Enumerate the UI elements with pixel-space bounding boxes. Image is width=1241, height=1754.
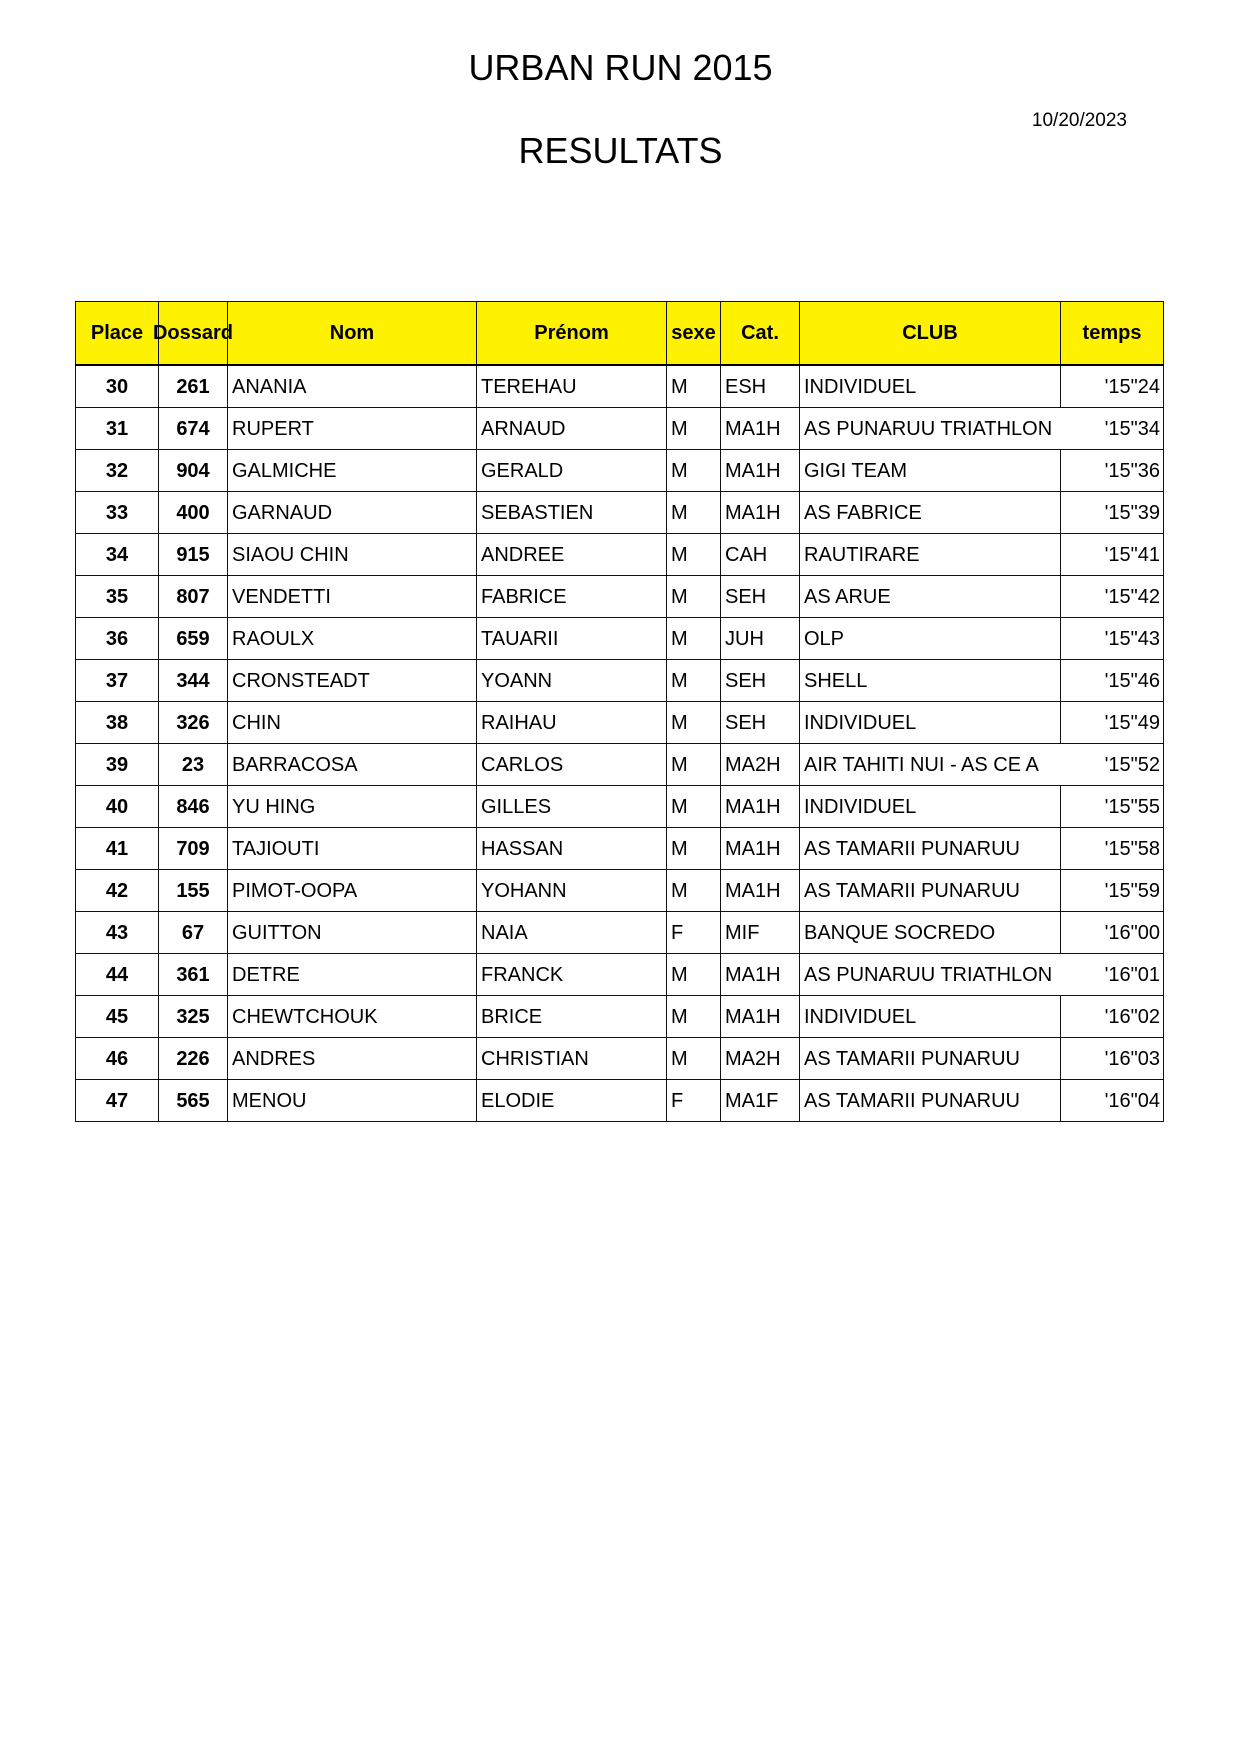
- cell-sexe: M: [667, 1038, 721, 1080]
- cell-prenom: GERALD: [477, 450, 667, 492]
- cell-prenom: RAIHAU: [477, 702, 667, 744]
- cell-nom: DETRE: [228, 954, 477, 996]
- table-row: [76, 996, 1164, 1038]
- cell-prenom: ELODIE: [477, 1080, 667, 1122]
- print-date: 10/20/2023: [1031, 110, 1127, 131]
- club-name: BANQUE SOCREDO: [804, 921, 996, 944]
- cell-temps: '16"01: [1061, 954, 1164, 996]
- cell-temps: '15"34: [1061, 408, 1164, 450]
- table-row: [76, 408, 1164, 450]
- cell-temps: '15"49: [1061, 702, 1164, 744]
- column-header-sexe: sexe: [667, 302, 721, 366]
- table-row: [76, 576, 1164, 618]
- cell-prenom: CHRISTIAN: [477, 1038, 667, 1080]
- cell-club: [800, 870, 1061, 912]
- cell-club: [800, 450, 1061, 492]
- cell-dossard: 326: [159, 702, 228, 744]
- cell-temps: '16"02: [1061, 996, 1164, 1038]
- cell-temps: '15"46: [1061, 660, 1164, 702]
- cell-temps: '16"04: [1061, 1080, 1164, 1122]
- cell-nom: RAOULX: [228, 618, 477, 660]
- table-row: [76, 492, 1164, 534]
- cell-temps: '15"36: [1061, 450, 1164, 492]
- cell-dossard: 565: [159, 1080, 228, 1122]
- cell-dossard: 325: [159, 996, 228, 1038]
- cell-sexe: M: [667, 576, 721, 618]
- cell-place: 47: [76, 1080, 159, 1122]
- cell-cat: MA1H: [721, 870, 800, 912]
- cell-dossard: 344: [159, 660, 228, 702]
- cell-place: 37: [76, 660, 159, 702]
- cell-nom: ANDRES: [228, 1038, 477, 1080]
- cell-dossard: 261: [159, 365, 228, 408]
- cell-temps: '16"00: [1061, 912, 1164, 954]
- cell-place: 31: [76, 408, 159, 450]
- table-row: [76, 828, 1164, 870]
- cell-dossard: 23: [159, 744, 228, 786]
- club-name: INDIVIDUEL: [804, 795, 917, 818]
- cell-nom: TAJIOUTI: [228, 828, 477, 870]
- cell-club: [800, 702, 1061, 744]
- cell-place: 39: [76, 744, 159, 786]
- cell-sexe: M: [667, 450, 721, 492]
- cell-place: 44: [76, 954, 159, 996]
- cell-cat: SEH: [721, 702, 800, 744]
- table-row: [76, 660, 1164, 702]
- cell-cat: MA1H: [721, 996, 800, 1038]
- cell-temps: '15"24: [1061, 365, 1164, 408]
- cell-place: 42: [76, 870, 159, 912]
- cell-cat: MA1F: [721, 1080, 800, 1122]
- cell-prenom: BRICE: [477, 996, 667, 1038]
- cell-cat: JUH: [721, 618, 800, 660]
- cell-sexe: F: [667, 1080, 721, 1122]
- cell-cat: ESH: [721, 365, 800, 408]
- club-name: AS ARUE: [804, 585, 891, 608]
- cell-club: [800, 576, 1061, 618]
- cell-place: 33: [76, 492, 159, 534]
- cell-place: 34: [76, 534, 159, 576]
- cell-temps: '15"58: [1061, 828, 1164, 870]
- cell-cat: MA1H: [721, 786, 800, 828]
- table-row: [76, 365, 1164, 408]
- column-header-place: Place: [76, 302, 159, 366]
- cell-prenom: CARLOS: [477, 744, 667, 786]
- cell-club: [800, 660, 1061, 702]
- cell-club: [800, 996, 1061, 1038]
- column-header-nom: Nom: [228, 302, 477, 366]
- cell-dossard: 904: [159, 450, 228, 492]
- cell-sexe: M: [667, 954, 721, 996]
- cell-temps: '15"55: [1061, 786, 1164, 828]
- cell-dossard: 915: [159, 534, 228, 576]
- column-header-club: CLUB: [800, 302, 1061, 366]
- cell-place: 43: [76, 912, 159, 954]
- results-table: [75, 301, 1164, 1122]
- column-header-temps: temps: [1061, 302, 1164, 366]
- cell-cat: MA1H: [721, 954, 800, 996]
- cell-nom: MENOU: [228, 1080, 477, 1122]
- club-name: INDIVIDUEL: [804, 1005, 917, 1028]
- cell-nom: SIAOU CHIN: [228, 534, 477, 576]
- cell-sexe: M: [667, 828, 721, 870]
- cell-prenom: GILLES: [477, 786, 667, 828]
- cell-prenom: NAIA: [477, 912, 667, 954]
- cell-dossard: 400: [159, 492, 228, 534]
- table-body: [76, 365, 1164, 1122]
- club-name: AS TAMARII PUNARUU: [804, 1047, 1020, 1070]
- cell-prenom: FRANCK: [477, 954, 667, 996]
- document-title: URBAN RUN 2015: [468, 47, 773, 88]
- club-name: AIR TAHITI NUI - AS CE A: [804, 753, 1039, 776]
- table-row: [76, 744, 1164, 786]
- cell-nom: RUPERT: [228, 408, 477, 450]
- cell-place: 46: [76, 1038, 159, 1080]
- cell-sexe: M: [667, 618, 721, 660]
- cell-nom: PIMOT-OOPA: [228, 870, 477, 912]
- cell-prenom: YOANN: [477, 660, 667, 702]
- cell-sexe: M: [667, 660, 721, 702]
- cell-club: [800, 534, 1061, 576]
- cell-place: 38: [76, 702, 159, 744]
- cell-nom: YU HING: [228, 786, 477, 828]
- column-header-cat: Cat.: [721, 302, 800, 366]
- cell-club: [800, 408, 1061, 450]
- cell-sexe: M: [667, 702, 721, 744]
- cell-prenom: TAUARII: [477, 618, 667, 660]
- cell-dossard: 67: [159, 912, 228, 954]
- cell-cat: MA1H: [721, 828, 800, 870]
- cell-club: [800, 365, 1061, 408]
- cell-club: [800, 954, 1061, 996]
- cell-temps: '15"41: [1061, 534, 1164, 576]
- cell-nom: CHEWTCHOUK: [228, 996, 477, 1038]
- cell-nom: BARRACOSA: [228, 744, 477, 786]
- cell-place: 45: [76, 996, 159, 1038]
- cell-nom: VENDETTI: [228, 576, 477, 618]
- cell-prenom: SEBASTIEN: [477, 492, 667, 534]
- cell-nom: CHIN: [228, 702, 477, 744]
- table-row: [76, 1080, 1164, 1122]
- table-row: [76, 912, 1164, 954]
- club-name: AS PUNARUU TRIATHLON: [804, 963, 1053, 986]
- column-header-dossard: [152, 302, 234, 366]
- cell-cat: SEH: [721, 576, 800, 618]
- cell-nom: GUITTON: [228, 912, 477, 954]
- cell-prenom: FABRICE: [477, 576, 667, 618]
- cell-cat: MA1H: [721, 492, 800, 534]
- cell-club: [800, 1080, 1061, 1122]
- cell-place: 41: [76, 828, 159, 870]
- cell-place: 40: [76, 786, 159, 828]
- cell-prenom: YOHANN: [477, 870, 667, 912]
- cell-prenom: ARNAUD: [477, 408, 667, 450]
- cell-cat: CAH: [721, 534, 800, 576]
- table-header: [76, 302, 1164, 366]
- club-name: AS TAMARII PUNARUU: [804, 1089, 1020, 1112]
- club-name: INDIVIDUEL: [804, 375, 917, 398]
- cell-place: 30: [76, 365, 159, 408]
- cell-sexe: M: [667, 408, 721, 450]
- table-row: [76, 954, 1164, 996]
- column-header-dossard-label: Dossard: [152, 321, 234, 344]
- cell-sexe: M: [667, 534, 721, 576]
- table-row: [76, 870, 1164, 912]
- cell-temps: '15"59: [1061, 870, 1164, 912]
- table-row: [76, 702, 1164, 744]
- cell-cat: MA1H: [721, 408, 800, 450]
- cell-club: [800, 744, 1061, 786]
- cell-temps: '15"39: [1061, 492, 1164, 534]
- cell-dossard: 361: [159, 954, 228, 996]
- cell-prenom: HASSAN: [477, 828, 667, 870]
- cell-dossard: 846: [159, 786, 228, 828]
- cell-club: [800, 912, 1061, 954]
- cell-club: [800, 618, 1061, 660]
- cell-dossard: 659: [159, 618, 228, 660]
- cell-cat: MIF: [721, 912, 800, 954]
- cell-sexe: M: [667, 492, 721, 534]
- table-row: [76, 450, 1164, 492]
- table-row: [76, 1038, 1164, 1080]
- cell-dossard: 226: [159, 1038, 228, 1080]
- cell-club: [800, 828, 1061, 870]
- cell-dossard: 709: [159, 828, 228, 870]
- column-header-prenom: Prénom: [477, 302, 667, 366]
- club-name: INDIVIDUEL: [804, 711, 917, 734]
- club-name: AS PUNARUU TRIATHLON: [804, 417, 1053, 440]
- cell-temps: '16"03: [1061, 1038, 1164, 1080]
- cell-nom: GALMICHE: [228, 450, 477, 492]
- club-name: OLP: [804, 627, 845, 650]
- cell-nom: GARNAUD: [228, 492, 477, 534]
- cell-club: [800, 786, 1061, 828]
- table-row: [76, 786, 1164, 828]
- club-name: SHELL: [804, 669, 868, 692]
- cell-sexe: M: [667, 365, 721, 408]
- cell-temps: '15"43: [1061, 618, 1164, 660]
- club-name: RAUTIRARE: [804, 543, 920, 566]
- cell-cat: MA2H: [721, 744, 800, 786]
- cell-prenom: TEREHAU: [477, 365, 667, 408]
- cell-place: 35: [76, 576, 159, 618]
- club-name: AS TAMARII PUNARUU: [804, 837, 1020, 860]
- document-subtitle: RESULTATS: [518, 130, 723, 171]
- cell-sexe: M: [667, 996, 721, 1038]
- cell-prenom: ANDREE: [477, 534, 667, 576]
- cell-nom: ANANIA: [228, 365, 477, 408]
- cell-dossard: 807: [159, 576, 228, 618]
- cell-sexe: M: [667, 744, 721, 786]
- cell-club: [800, 1038, 1061, 1080]
- cell-place: 36: [76, 618, 159, 660]
- cell-sexe: F: [667, 912, 721, 954]
- cell-club: [800, 492, 1061, 534]
- table-row: [76, 618, 1164, 660]
- cell-sexe: M: [667, 870, 721, 912]
- header-row: [76, 302, 1164, 366]
- cell-place: 32: [76, 450, 159, 492]
- cell-temps: '15"52: [1061, 744, 1164, 786]
- cell-cat: MA1H: [721, 450, 800, 492]
- cell-temps: '15"42: [1061, 576, 1164, 618]
- club-name: AS TAMARII PUNARUU: [804, 879, 1020, 902]
- club-name: AS FABRICE: [804, 501, 922, 524]
- cell-cat: SEH: [721, 660, 800, 702]
- club-name: GIGI TEAM: [804, 459, 907, 482]
- table-row: [76, 534, 1164, 576]
- cell-sexe: M: [667, 786, 721, 828]
- cell-dossard: 674: [159, 408, 228, 450]
- cell-dossard: 155: [159, 870, 228, 912]
- cell-nom: CRONSTEADT: [228, 660, 477, 702]
- cell-cat: MA2H: [721, 1038, 800, 1080]
